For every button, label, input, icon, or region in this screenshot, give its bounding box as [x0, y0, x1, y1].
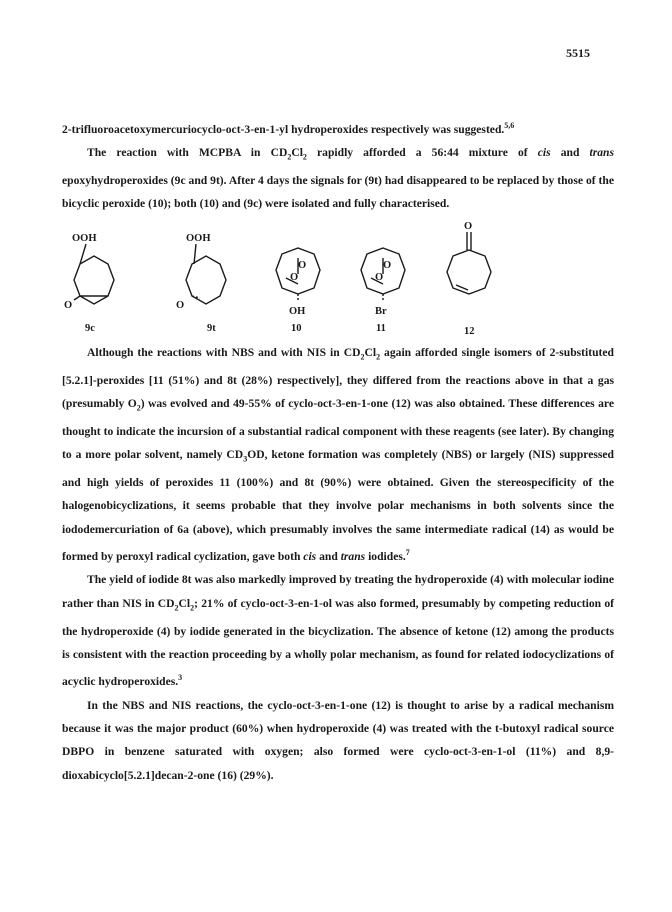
epoxide-o-label: O: [64, 300, 73, 311]
carbonyl-o-label: O: [464, 221, 473, 232]
structure-12: [447, 221, 491, 337]
paragraph-nbs-nis: Although the reactions with NBS and with NIS in $CD_2Cl_2$ again afforded single isomers of 2-substituted [5.2.1]-peroxides [11 (51%) and 8t (28%) respectively], they differed from the reactions above in that a gas (presumably $O_2$) was evolved and 49-55% of cyclo-oct-3-en-1-one (12) was also obtained. These differences are thought to indicate the incursion of a substantial radical component with these reagents (see later). By changing to a more polar solvent, namely $CD_3OD$, ketone formation was completely (NBS) or largely (NIS) suppressed and high yields of peroxides 11 (100%) and 8t (90%) were obtained. Given the stereospecificity of the halogenobicyclizations, it seems probable that they involve polar mechanisms in both solvents since the iododemercuriation of 6a (above), which presumably involves the same intermediate radical (14) as would be formed by peroxyl radical cyclization, gave both cis and trans iodides.$^7$: [62, 346, 615, 564]
structure-11: [361, 248, 405, 334]
structures-svg: [62, 216, 614, 340]
structure-9c: [64, 233, 114, 334]
text-block-main: [62, 341, 614, 787]
chemical-structures-scheme: [62, 216, 614, 340]
br-label: Br: [375, 306, 387, 317]
paragraph-radical-mechanism: In the NBS and NIS reactions, the cyclo-oct-3-en-1-one (12) is thought to arise by a radical mechanism because it was the major product (60%) when hydroperoxide (4) was treated with the t-butoxyl radical source DBPO in benzene saturated with oxygen; also formed were cyclo-oct-3-en-1-ol (11%) and 8,9-dioxabicyclo[5.2.1]decan-2-one (16) (29%).: [62, 698, 614, 782]
ooh-label: OOH: [186, 233, 211, 244]
paragraph-continuation: 2-trifluoroacetoxymercuriocyclo-oct-3-en-1-yl hydroperoxides respectively was suggested.$^{5,6}$: [62, 121, 515, 136]
compound-label-10: 10: [291, 323, 302, 334]
page-number: 5515: [566, 46, 590, 60]
structure-10: [276, 248, 320, 334]
reference-3: 3: [178, 673, 183, 683]
peroxide-o2-label: O: [290, 272, 299, 283]
reference-7: 7: [405, 548, 410, 558]
oh-label: OH: [289, 306, 306, 317]
peroxide-o2-label: O: [375, 272, 384, 283]
compound-label-12: 12: [464, 326, 475, 337]
reference-5-6: 5,6: [504, 121, 515, 130]
paragraph-iodide-yield: The yield of iodide 8t was also markedly improved by treating the hydroperoxide (4) with molecular iodine rather than NIS in $CD_2Cl_2$; 21% of cyclo-oct-3-en-1-ol was also formed, presumably by competing reduction of the hydroperoxide (4) by iodide generated in the bicyclization. The absence of ketone (12) among the products is consistent with the reaction proceeding by a wholly polar mechanism, as found for related iodocyclizations of acyclic hydroperoxides.$^3$: [62, 573, 614, 689]
ooh-bond: [194, 244, 196, 264]
ooh-label: OOH: [72, 233, 97, 244]
compound-label-9c: 9c: [85, 323, 95, 334]
compound-label-11: 11: [376, 323, 386, 334]
peroxide-o1-label: O: [298, 260, 307, 271]
compound-label-9t: 9t: [207, 323, 216, 334]
peroxide-o1-label: O: [383, 260, 392, 271]
structure-9t: [176, 233, 226, 334]
text-block-top: [62, 114, 614, 216]
epoxide-o-label: O: [176, 300, 185, 311]
paragraph-mcpba: The reaction with MCPBA in $CD_2Cl_2$ rapidly afforded a 56:44 mixture of cis and trans epoxyhydroperoxides (9c and 9t). After 4 days the signals for (9t) had disappeared to be replaced by those of the bicyclic peroxide (10); both (10) and (9c) were isolated and fully characterised.: [62, 146, 614, 211]
